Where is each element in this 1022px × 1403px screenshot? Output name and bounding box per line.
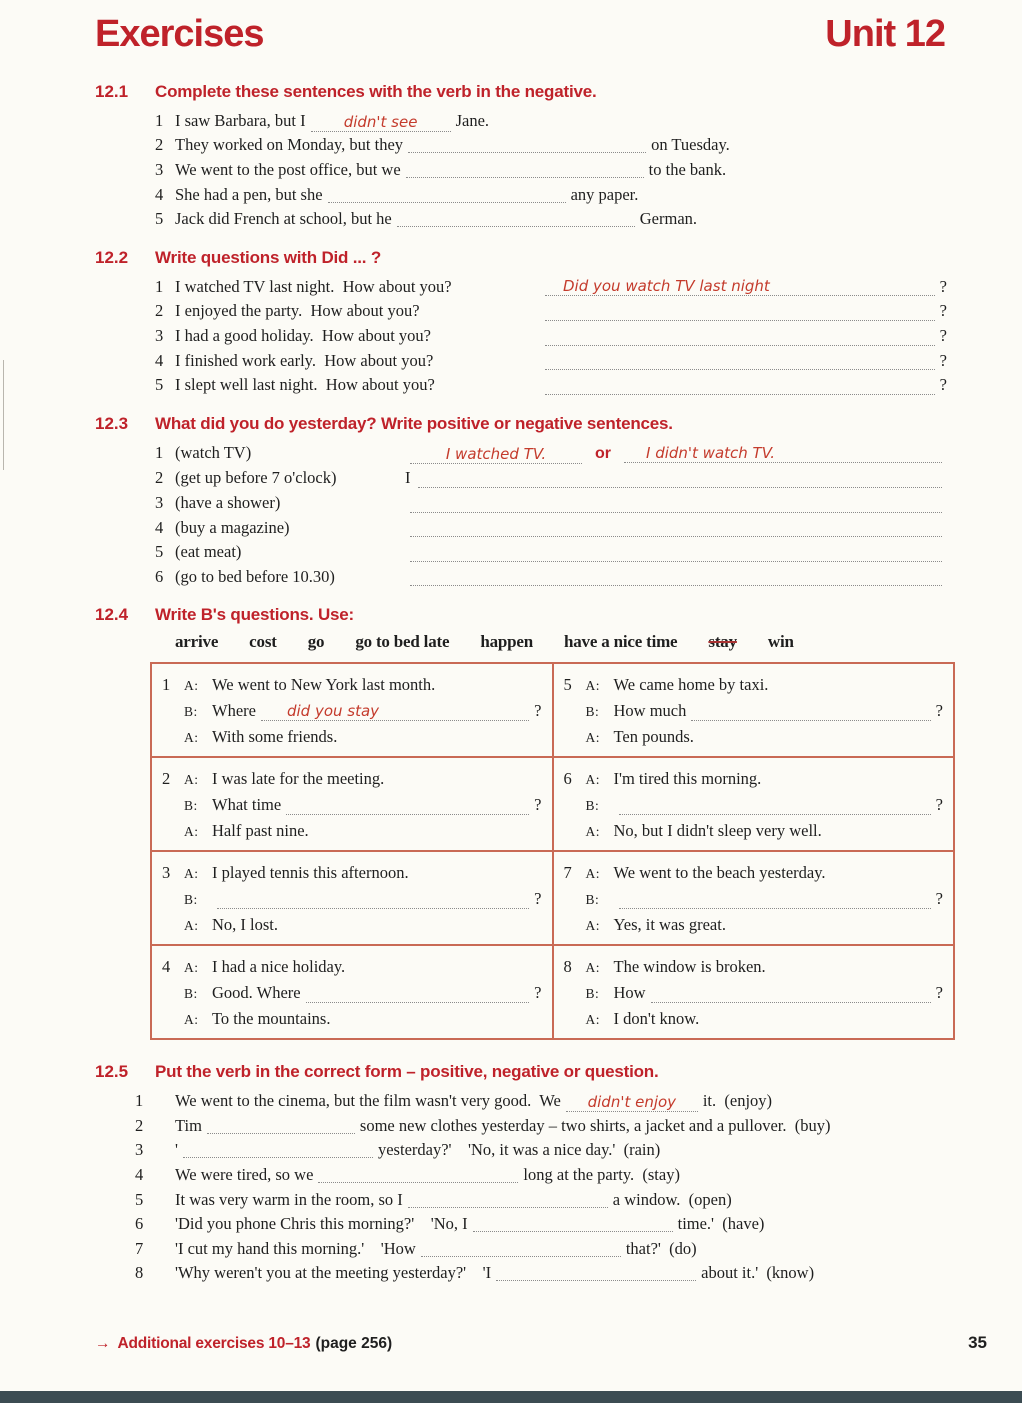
item-number: 1 (135, 1091, 144, 1111)
item-prompt: I watched TV last night. How about you? (175, 276, 452, 296)
item-number: 7 (563, 863, 572, 883)
dialog-line: How much (613, 701, 687, 721)
speaker-label: A: (585, 824, 600, 840)
item-prompt: I finished work early. How about you? (175, 350, 434, 370)
exercise-item (135, 1089, 947, 1114)
item-text: 'Did you phone Chris this morning?' 'No, I (175, 1214, 468, 1234)
item-text: Jack did French at school, but he (175, 209, 392, 229)
answer-blank (545, 279, 935, 296)
dialog-line: I don't know. (613, 1009, 700, 1029)
item-number: 8 (563, 957, 572, 977)
item-prompt: (get up before 7 o'clock) (175, 468, 337, 488)
answer-blank (473, 1215, 673, 1232)
item-number: 1 (155, 110, 164, 130)
dialog-line: I had a nice holiday. (212, 957, 346, 977)
dialog-line: We came home by taxi. (613, 675, 769, 695)
speaker-label: B: (585, 704, 600, 720)
answer-blank (410, 569, 942, 586)
item-number: 1 (155, 276, 164, 296)
dialog-cell (151, 851, 553, 945)
section-heading: Write questions with Did ... ? (155, 247, 382, 267)
answer-blank (207, 1117, 355, 1134)
speaker-label: A: (585, 866, 600, 882)
handwritten-answer: didn't see (343, 112, 418, 131)
section-heading: What did you do yesterday? Write positive or negative sentences. (155, 413, 673, 433)
word-bank-item: happen (480, 632, 533, 652)
answer-blank (410, 496, 942, 513)
item-text: time.' (have) (677, 1214, 765, 1234)
section-number: 12.1 (95, 81, 129, 101)
item-number: 4 (155, 184, 164, 204)
answer-blank (545, 378, 935, 395)
section-heading: Write B's questions. Use: (155, 605, 354, 625)
dialog-cell (553, 757, 955, 851)
item-prompt: (watch TV) (175, 442, 252, 462)
handwritten-answer: did you stay (286, 702, 380, 721)
word-bank (175, 632, 947, 652)
item-number: 6 (135, 1214, 144, 1234)
speaker-label: A: (585, 730, 600, 746)
dialog-cell (553, 663, 955, 757)
item-prompt: (have a shower) (175, 492, 281, 512)
answer-blank (328, 186, 566, 203)
exercise-item (155, 324, 947, 349)
answer-blank (496, 1264, 696, 1281)
answer-blank (619, 892, 931, 909)
question-mark: ? (939, 276, 947, 296)
item-text: that?' (do) (625, 1238, 697, 1258)
item-text: We went to the cinema, but the film wasn't very good. We (175, 1091, 561, 1111)
answer-blank (261, 704, 529, 721)
word-bank-item: cost (249, 632, 277, 652)
answer-blank (183, 1141, 373, 1158)
section-number: 12.3 (95, 413, 129, 433)
dialog-line: No, I lost. (212, 915, 278, 935)
item-text: 'I cut my hand this morning.' 'How (175, 1238, 416, 1258)
item-number: 1 (162, 675, 171, 695)
speaker-label: A: (585, 918, 600, 934)
item-number: 1 (155, 442, 164, 462)
word-bank-item: go to bed late (355, 632, 450, 652)
item-number: 4 (135, 1165, 144, 1185)
dialog-line: I played tennis this afternoon. (212, 863, 409, 883)
exercise-item (155, 540, 947, 565)
item-text: Tim (175, 1115, 202, 1135)
exercise-item (155, 373, 947, 398)
item-text: long at the party. (stay) (523, 1165, 680, 1185)
speaker-label: A: (184, 918, 199, 934)
item-text: 'Why weren't you at the meeting yesterday?' 'I (175, 1263, 492, 1283)
handwritten-answer: I watched TV. (445, 444, 547, 463)
item-number: 7 (135, 1238, 144, 1258)
item-number: 5 (155, 375, 164, 395)
speaker-label: B: (184, 892, 198, 908)
answer-blank (545, 304, 935, 321)
sentence-lead: I (405, 468, 411, 488)
speaker-label: A: (184, 730, 199, 746)
answer-blank (410, 520, 942, 537)
item-number: 3 (155, 159, 164, 179)
footer-page-ref: (page 256) (315, 1335, 393, 1352)
item-text: Jane. (455, 110, 490, 130)
handwritten-answer: Did you watch TV last night (563, 277, 770, 296)
item-text: any paper. (570, 184, 639, 204)
item-number: 3 (155, 325, 164, 345)
question-mark: ? (935, 795, 943, 815)
dialog-cell (553, 945, 955, 1039)
item-number: 4 (162, 957, 171, 977)
question-mark: ? (939, 375, 947, 395)
exercise-item (155, 275, 947, 300)
item-number: 2 (155, 135, 164, 155)
item-prompt: I enjoyed the party. How about you? (175, 301, 420, 321)
answer-blank (410, 545, 942, 562)
item-number: 5 (135, 1189, 144, 1209)
page-footer (95, 1333, 987, 1353)
question-mark: ? (935, 889, 943, 909)
item-number: 3 (155, 492, 164, 512)
exercise-item (155, 349, 947, 374)
section-number: 12.2 (95, 247, 129, 267)
dialog-line: The window is broken. (613, 957, 766, 977)
speaker-label: A: (585, 960, 600, 976)
item-number: 2 (162, 769, 171, 789)
item-number: 2 (135, 1115, 144, 1135)
item-text: We were tired, so we (175, 1165, 314, 1185)
question-mark: ? (939, 325, 947, 345)
exercise-item (135, 1261, 947, 1286)
answer-blank (311, 112, 451, 132)
section-12-4 (95, 605, 947, 1040)
item-number: 6 (155, 566, 164, 586)
question-mark: ? (935, 701, 943, 721)
item-text: They worked on Monday, but they (175, 135, 404, 155)
item-text: I saw Barbara, but I (175, 110, 306, 130)
dialog-line: We went to New York last month. (212, 675, 436, 695)
dialog-cell (553, 851, 955, 945)
section-heading: Complete these sentences with the verb in the negative. (155, 81, 597, 101)
item-number: 4 (155, 350, 164, 370)
speaker-label: B: (585, 892, 600, 908)
dialog-line: Half past nine. (212, 821, 309, 841)
answer-blank (306, 986, 530, 1003)
exercise-item (135, 1237, 947, 1262)
handwritten-answer: didn't enjoy (587, 1093, 677, 1112)
item-text: She had a pen, but she (175, 184, 323, 204)
dialog-line: With some friends. (212, 727, 338, 747)
handwritten-answer: I didn't watch TV. (646, 444, 776, 463)
item-number: 3 (162, 863, 171, 883)
answer-blank (651, 986, 931, 1003)
item-text: on Tuesday. (651, 135, 730, 155)
or-label: or (595, 444, 611, 462)
question-mark: ? (534, 701, 542, 721)
dialog-line: Ten pounds. (613, 727, 694, 747)
speaker-label: A: (585, 1012, 600, 1028)
dialog-line: We went to the beach yesterday. (613, 863, 826, 883)
answer-blank (408, 1191, 608, 1208)
answer-blank (418, 471, 943, 488)
item-prompt: I had a good holiday. How about you? (175, 325, 431, 345)
question-mark: ? (534, 983, 542, 1003)
answer-blank (318, 1166, 518, 1183)
speaker-label: B: (184, 704, 198, 720)
answer-blank (286, 798, 529, 815)
question-mark: ? (939, 301, 947, 321)
section-12-1 (95, 82, 947, 232)
speaker-label: A: (184, 866, 199, 882)
exercise-item (155, 158, 947, 183)
dialog-cell (151, 945, 553, 1039)
item-prompt: (buy a magazine) (175, 517, 290, 537)
speaker-label: A: (184, 960, 199, 976)
page-number: 35 (968, 1333, 987, 1352)
page-header (95, 14, 947, 56)
item-prompt: I slept well last night. How about you? (175, 375, 435, 395)
answer-blank (421, 1240, 621, 1257)
speaker-label: A: (184, 1012, 199, 1028)
exercise-item (135, 1163, 947, 1188)
item-text: some new clothes yesterday – two shirts, a jacket and a pullover. (buy) (359, 1115, 831, 1135)
item-number: 5 (155, 209, 164, 229)
dialog-line: What time (212, 795, 282, 815)
item-number: 8 (135, 1263, 144, 1283)
exercise-item (155, 466, 947, 491)
answer-blank (406, 161, 644, 178)
answer-blank (619, 798, 931, 815)
speaker-label: A: (184, 772, 199, 788)
dialog-line: Yes, it was great. (613, 915, 726, 935)
exercise-item (135, 1212, 947, 1237)
word-bank-item: arrive (175, 632, 219, 652)
answer-blank (408, 136, 646, 153)
item-text: We went to the post office, but we (175, 159, 401, 179)
item-prompt: (go to bed before 10.30) (175, 566, 335, 586)
exercise-item (155, 491, 947, 516)
dialog-cell (151, 757, 553, 851)
exercise-item (135, 1138, 947, 1163)
section-12-5 (95, 1062, 947, 1286)
item-number: 2 (155, 301, 164, 321)
exercise-item (155, 441, 947, 467)
additional-exercises-link: Additional exercises 10–13 (117, 1335, 311, 1352)
answer-blank (566, 1095, 698, 1112)
dialog-cell (151, 663, 553, 757)
dialog-line: How (613, 983, 646, 1003)
item-text: It was very warm in the room, so I (175, 1189, 403, 1209)
answer-blank (217, 892, 529, 909)
item-prompt: (eat meat) (175, 542, 242, 562)
word-bank-item: have a nice time (563, 632, 678, 652)
speaker-label: A: (184, 678, 199, 694)
page-title: Exercises (95, 13, 264, 55)
unit-label: Unit 12 (825, 13, 945, 55)
arrow-right-icon: → (95, 1335, 111, 1352)
item-text: yesterday?' 'No, it was a nice day.' (rain) (377, 1140, 661, 1160)
answer-blank (691, 704, 930, 721)
exercise-item (155, 183, 947, 208)
item-number: 6 (563, 769, 572, 789)
exercise-item (155, 516, 947, 541)
answer-blank (545, 329, 935, 346)
section-heading: Put the verb in the correct form – positive, negative or question. (155, 1062, 659, 1082)
word-bank-item-struck: stay (708, 632, 737, 652)
item-text: a window. (open) (612, 1189, 732, 1209)
dialog-line: I'm tired this morning. (613, 769, 762, 789)
answer-blank (545, 353, 935, 370)
dialog-line: No, but I didn't sleep very well. (613, 821, 822, 841)
dialog-table (150, 662, 955, 1040)
item-number: 5 (155, 542, 164, 562)
exercise-item (155, 565, 947, 590)
item-number: 5 (563, 675, 572, 695)
item-text: about it.' (know) (701, 1263, 815, 1283)
speaker-label: A: (585, 678, 600, 694)
item-number: 4 (155, 517, 164, 537)
speaker-label: A: (585, 772, 600, 788)
word-bank-item: go (307, 632, 325, 652)
question-mark: ? (534, 795, 542, 815)
scan-artifact-line (3, 360, 4, 470)
question-mark: ? (935, 983, 943, 1003)
exercise-item (135, 1114, 947, 1139)
dialog-line: I was late for the meeting. (212, 769, 385, 789)
speaker-label: B: (585, 986, 600, 1002)
item-text: it. (enjoy) (702, 1091, 773, 1111)
exercise-item (155, 299, 947, 324)
speaker-label: B: (184, 986, 198, 1002)
dialog-line: Good. Where (212, 983, 301, 1003)
item-text: to the bank. (648, 159, 727, 179)
exercise-item (155, 133, 947, 158)
exercise-item (155, 109, 947, 134)
exercise-item (155, 207, 947, 232)
dialog-line: Where (212, 701, 256, 721)
dialog-line: To the mountains. (212, 1009, 331, 1029)
speaker-label: B: (585, 798, 600, 814)
section-number: 12.4 (95, 605, 129, 625)
answer-blank (410, 444, 582, 464)
answer-blank (624, 446, 942, 463)
word-bank-item: win (767, 632, 794, 652)
speaker-label: B: (184, 798, 198, 814)
bottom-bar (0, 1391, 1022, 1403)
section-12-3 (95, 414, 947, 590)
speaker-label: A: (184, 824, 199, 840)
question-mark: ? (534, 889, 542, 909)
section-12-2 (95, 248, 947, 398)
exercise-item (135, 1188, 947, 1213)
section-number: 12.5 (95, 1062, 129, 1082)
item-number: 2 (155, 468, 164, 488)
question-mark: ? (939, 350, 947, 370)
item-text: ' (175, 1140, 178, 1160)
item-number: 3 (135, 1140, 144, 1160)
item-text: German. (639, 209, 698, 229)
answer-blank (397, 210, 635, 227)
